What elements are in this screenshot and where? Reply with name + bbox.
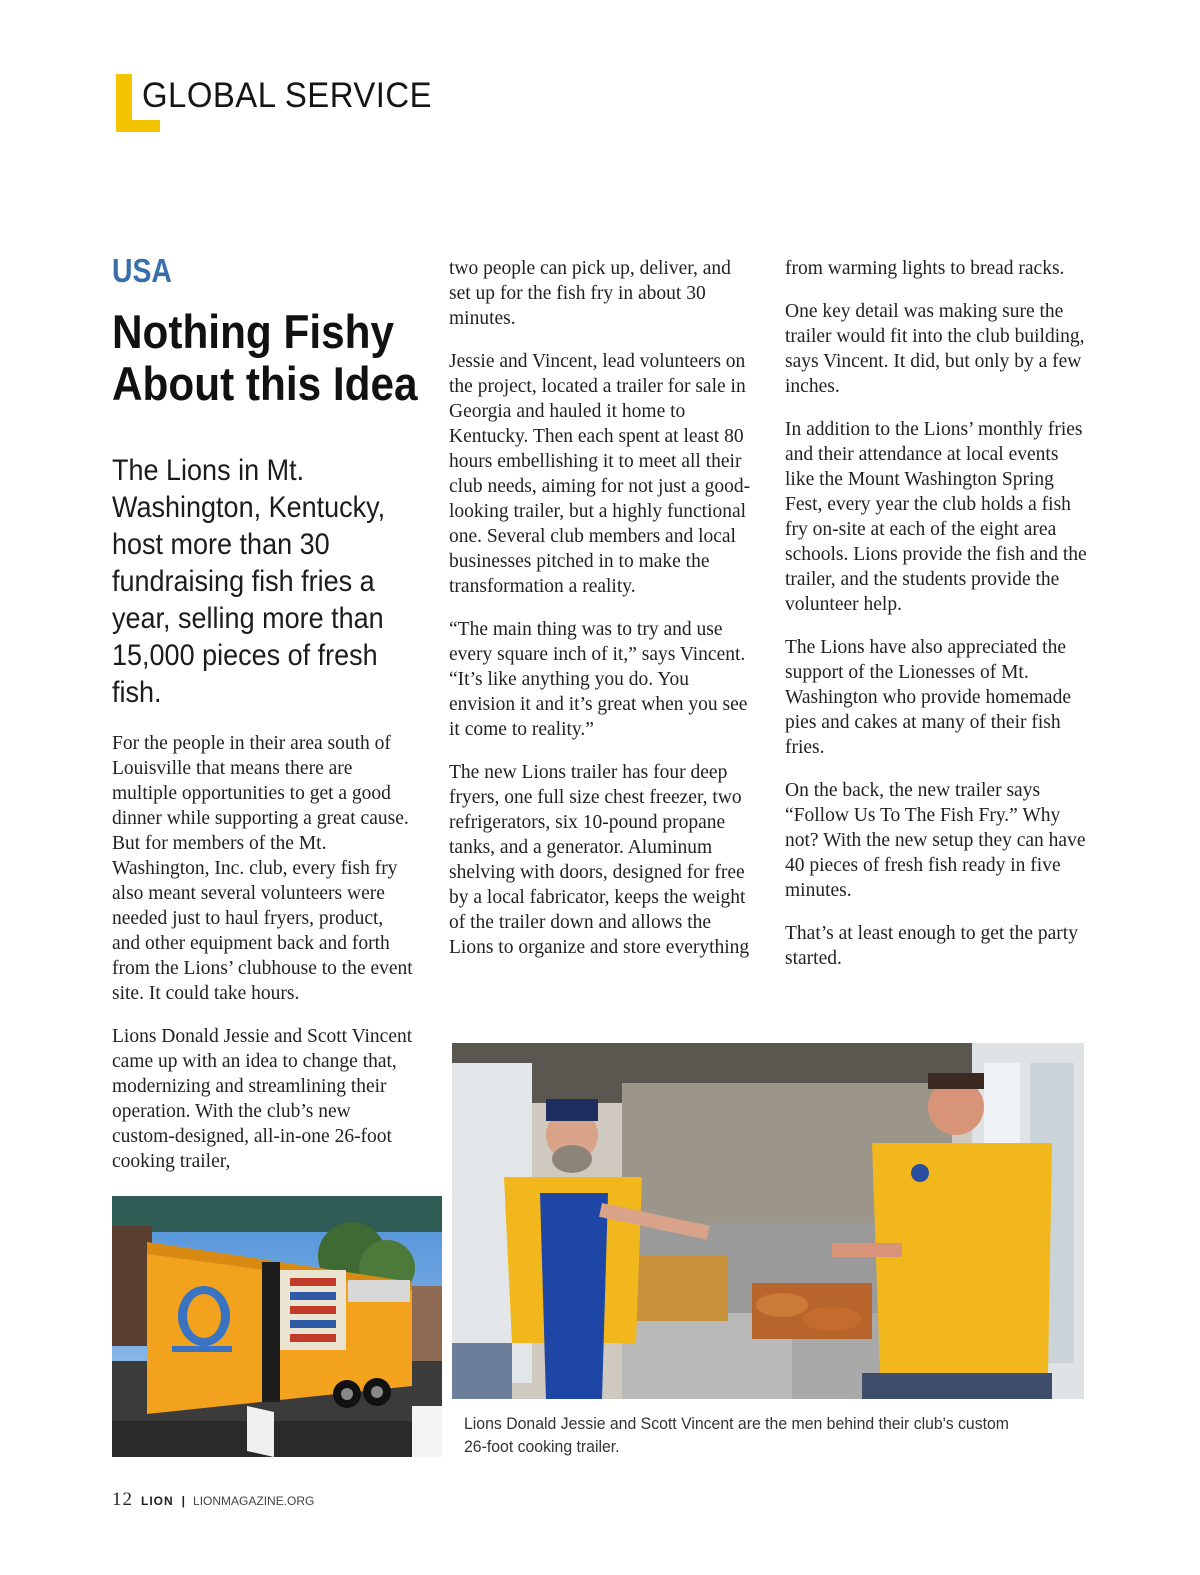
body-paragraph: One key detail was making sure the trailer would fit into the club building, says Vincent. It did, but only by a few inches. <box>785 301 1085 397</box>
photo-caption: Lions Donald Jessie and Scott Vincent are the men behind their club's custom 26-foot cooking trailer. <box>464 1414 1009 1456</box>
body-paragraph: two people can pick up, deliver, and set up for the fish fry in about 30 minutes. <box>449 258 731 329</box>
body-paragraph: That’s at least enough to get the party started. <box>785 923 1078 969</box>
page-number: 12 <box>112 1489 133 1510</box>
body-column-1 <box>112 731 414 1192</box>
magazine-name: LION <box>141 1494 174 1508</box>
article-deck: The Lions in Mt. Washington, Kentucky, host more than 30 fundraising fish fries a year, selling more than 15,000 pieces of fresh fish. <box>112 454 386 709</box>
body-column-2 <box>449 256 754 978</box>
body-paragraph: On the back, the new trailer says “Follow Us To The Fish Fry.” Why not? With the new setup they can have 40 pieces of fresh fish ready in five minutes. <box>785 780 1086 901</box>
body-paragraph: “The main thing was to try and use every square inch of it,” says Vincent. “It’s like anything you do. You envision it and it’s great when you see it come to reality.” <box>449 619 748 740</box>
footer-separator: | <box>181 1494 186 1508</box>
body-paragraph: The new Lions trailer has four deep fryers, one full size chest freezer, two refrigerators, six 10-pound propane tanks, and a generator. Aluminum shelving with doors, designed for free by a local fabricator, keeps the weight of the trailer down and allows the Lions to organize and store everything <box>449 762 750 958</box>
volunteers-photo <box>452 1043 1084 1399</box>
body-paragraph: Lions Donald Jessie and Scott Vincent came up with an idea to change that, modernizing and streamlining their operation. With the club’s new custom-designed, all-in-one 26-foot cooking trailer, <box>112 1026 413 1172</box>
page-footer <box>112 1489 314 1511</box>
trailer-photo <box>112 1196 442 1457</box>
article-headline <box>112 305 418 410</box>
body-paragraph: Jessie and Vincent, lead volunteers on the project, located a trailer for sale in Georgia and hauled it home to Kentucky. Then each spent at least 80 hours embellishing it to meet all their club needs, aiming for not just a good-looking trailer, but a highly functional one. Several club members and local businesses pitched in to make the transformation a reality. <box>449 351 751 597</box>
body-paragraph: from warming lights to bread racks. <box>785 258 1065 279</box>
volunteers-illustration <box>452 1043 1084 1399</box>
headline-line: Nothing Fishy <box>112 305 394 358</box>
body-paragraph: The Lions have also appreciated the support of the Lionesses of Mt. Washington who provide homemade pies and cakes at many of their fish fries. <box>785 637 1071 758</box>
trailer-illustration <box>112 1196 442 1457</box>
body-column-3 <box>785 256 1090 989</box>
headline-line: About this Idea <box>112 357 418 410</box>
section-bracket-mark <box>116 74 132 132</box>
body-paragraph: For the people in their area south of Louisville that means there are multiple opportunities to get a good dinner while supporting a great cause. But for members of the Mt. Washington, Inc. club, every fish fry also meant several volunteers were needed just to haul fryers, product, and other equipment back and forth from the Lions’ clubhouse to the event site. It could take hours. <box>112 733 413 1004</box>
body-paragraph: In addition to the Lions’ monthly fries and their attendance at local events like the Mount Washington Spring Fest, every year the club holds a fish fry on-site at each of the eight area schools. Lions provide the fish and the trailer, and the students provide the volunteer help. <box>785 419 1087 615</box>
article-kicker: USA <box>112 252 172 289</box>
magazine-website: LIONMAGAZINE.ORG <box>193 1494 315 1508</box>
section-title: GLOBAL SERVICE <box>142 76 433 115</box>
